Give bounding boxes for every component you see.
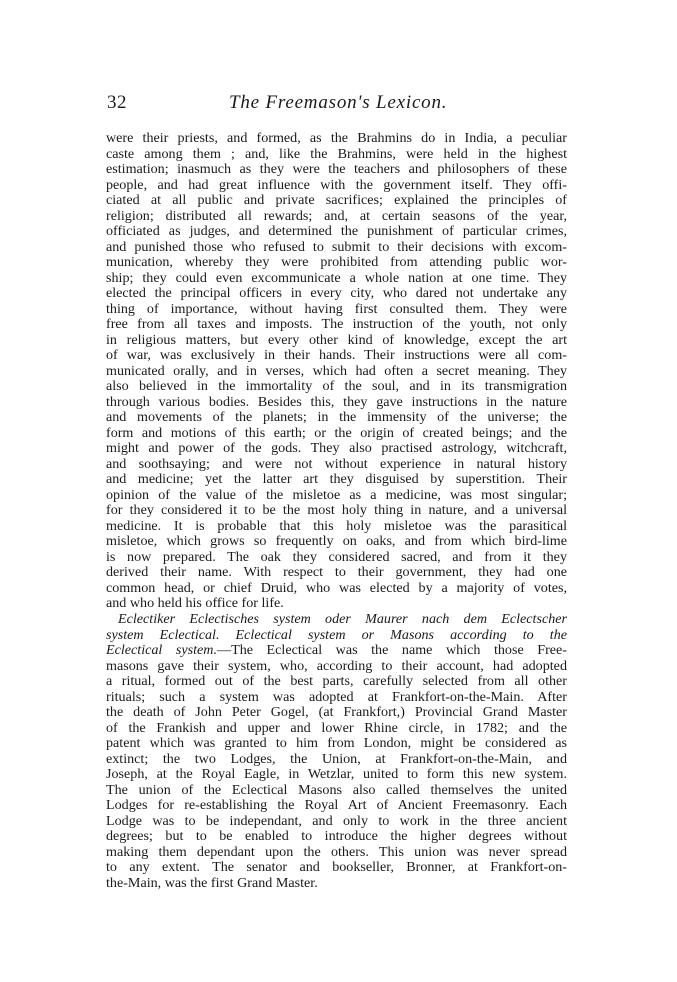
text-line: caste among them ; and, like the Brahmins, were held in the highest: [106, 146, 567, 162]
text-line: for they considered it to be the most holy thing in nature, and a universal: [106, 503, 567, 519]
text-line: might and power of the gods. They also practised astrology, witchcraft,: [106, 441, 567, 457]
text-line: and soothsaying; and were not without experience in natural history: [106, 456, 567, 472]
text-line: and movements of the planets; in the immensity of the universe; the: [106, 410, 567, 426]
text-line: the-Main, was the first Grand Master.: [106, 875, 318, 891]
text-line: patent which was granted to him from London, might be considered as: [106, 736, 567, 752]
page-number: 32: [107, 92, 127, 113]
text-line: the death of John Peter Gogel, (at Frankfort,) Provincial Grand Master: [106, 705, 567, 721]
text-line: to any extent. The senator and bookseller, Bronner, at Frankfort-on-: [106, 860, 567, 876]
paragraph-eclectical: [106, 612, 567, 891]
text-line: medicine. It is probable that this holy misletoe was the parasitical: [106, 518, 567, 534]
text-line: and who held his office for life.: [106, 596, 284, 612]
text-line: extinct; the two Lodges, the Union, at Frankfort-on-the-Main, and: [106, 751, 567, 767]
text-line: free from all taxes and imposts. The instruction of the youth, not only: [106, 317, 567, 333]
body-text: [106, 131, 567, 891]
entry-heading-line: Eclectiker Eclectisches system oder Maurer nach dem Eclectscher: [118, 611, 567, 627]
text-line: elected the principal officers in every city, who dared not undertake any: [106, 286, 567, 302]
text-line: of war, was exclusively in their hands. Their instructions were all com-: [106, 348, 567, 364]
entry-heading-line: system Eclectical. Eclectical system or Masons according to the: [106, 627, 567, 643]
text-line: form and motions of this earth; or the origin of created beings; and the: [106, 425, 567, 441]
text-line: Lodge was to be independant, and only to work in the three ancient: [106, 813, 567, 829]
text-line: [106, 643, 567, 659]
text-line: of the Frankish and upper and lower Rhine circle, in 1782; and the: [106, 720, 567, 736]
text-line: ciated at all public and private sacrifices; explained the principles of: [106, 193, 567, 209]
text-line: also believed in the immortality of the soul, and in its transmigration: [106, 379, 567, 395]
text-line: making them dependant upon the others. This union was never spread: [106, 844, 567, 860]
text-line: people, and had great influence with the government itself. They offi-: [106, 177, 567, 193]
text-line: thing of importance, without having first consulted them. They were: [106, 301, 567, 317]
text-line: The union of the Eclectical Masons also called themselves the united: [106, 782, 567, 798]
text-line: through various bodies. Besides this, they gave instructions in the nature: [106, 394, 567, 410]
text-line: and medicine; yet the latter art they disguised by superstition. Their: [106, 472, 567, 488]
text-line: derived their name. With respect to their government, they had one: [106, 565, 567, 581]
page-header: [107, 92, 567, 122]
text-line: a ritual, formed out of the best parts, carefully selected from all other: [106, 674, 567, 690]
text-line: Lodges for re-establishing the Royal Art of Ancient Freemasonry. Each: [106, 798, 567, 814]
paragraph-druids: [106, 131, 567, 612]
text-line: municated orally, and in verses, which had often a secret meaning. They: [106, 363, 567, 379]
text-line: religion; distributed all rewards; and, at certain seasons of the year,: [106, 208, 567, 224]
text-line: munication, whereby they were prohibited from attending public wor-: [106, 255, 567, 271]
text-line: were their priests, and formed, as the Brahmins do in India, a peculiar: [106, 131, 567, 146]
text-line: estimation; inasmuch as they were the teachers and philosophers of these: [106, 162, 567, 178]
text-line: degrees; but to be enabled to introduce the higher degrees without: [106, 829, 567, 845]
text-line: Joseph, at the Royal Eagle, in Wetzlar, united to form this new system.: [106, 767, 567, 783]
text-line: in religious matters, but every other kind of knowledge, except the art: [106, 332, 567, 348]
text-line: rituals; such a system was adopted at Frankfort-on-the-Main. After: [106, 689, 567, 705]
text-line: officiated as judges, and determined the punishment of particular crimes,: [106, 224, 567, 240]
text-line: opinion of the value of the misletoe as a medicine, was most singular;: [106, 487, 567, 503]
text-line: and punished those who refused to submit to their decisions with excom-: [106, 239, 567, 255]
text-line: misletoe, which grows so frequently on oaks, and from which bird-lime: [106, 534, 567, 550]
text-line: common head, or chief Druid, who was elected by a majority of votes,: [106, 580, 567, 596]
text-line: is now prepared. The oak they considered sacred, and from it they: [106, 549, 567, 565]
entry-heading-end: Eclectical system.: [106, 643, 217, 659]
text-line: masons gave their system, who, according to their account, had adopted: [106, 658, 567, 674]
text-line: ship; they could even excommunicate a whole nation at one time. They: [106, 270, 567, 286]
entry-text-start: —The Eclectical was the name which those Free-: [217, 643, 567, 659]
running-title: The Freemason's Lexicon.: [229, 92, 448, 113]
